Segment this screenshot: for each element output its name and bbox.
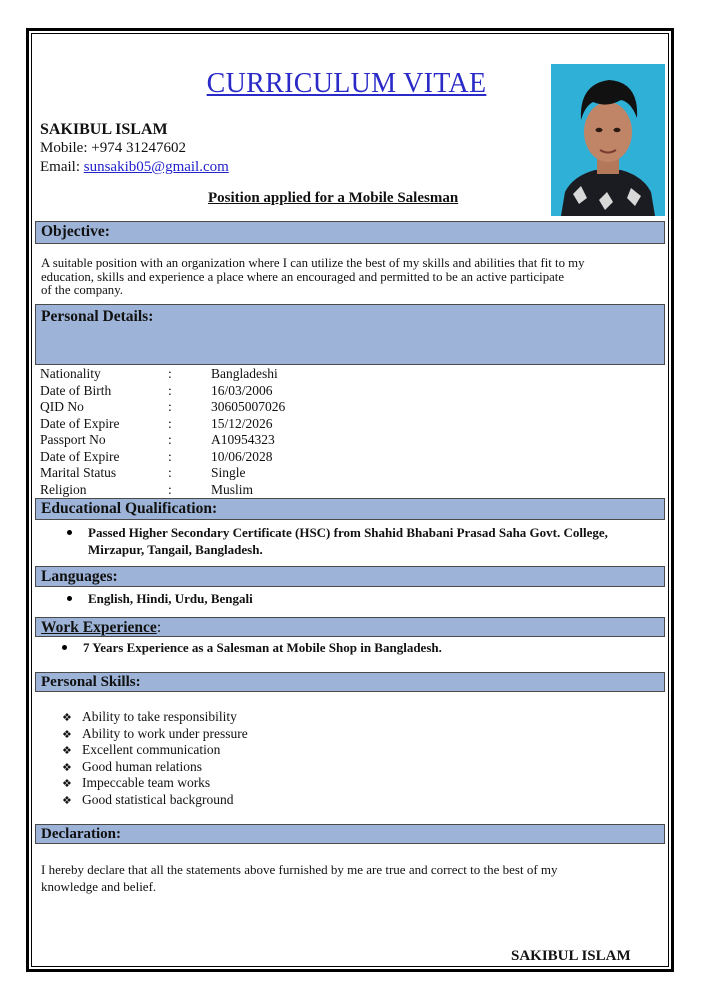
section-heading-objective: Objective: [35, 221, 665, 244]
details-label: Marital Status [40, 465, 117, 480]
skill-text: Good human relations [82, 758, 202, 774]
objective-line: A suitable position with an organization where I can utilize the best of my skills and abilities that fit to my [41, 256, 585, 270]
skill-text: Good statistical background [82, 791, 234, 807]
profile-photo [551, 64, 665, 216]
education-line: Mirzapur, Tangail, Bangladesh. [88, 542, 263, 557]
details-label: Date of Expire [40, 448, 120, 464]
details-separator: : [168, 415, 172, 431]
section-heading-personal-details: Personal Details: [35, 304, 665, 365]
details-separator: : [168, 432, 172, 447]
mobile-number: +974 31247602 [91, 140, 186, 156]
work-experience-item: 7 Years Experience as a Salesman at Mobile Shop in Bangladesh. [83, 640, 442, 655]
section-heading-declaration: Declaration: [35, 824, 665, 844]
skill-text: Impeccable team works [82, 775, 211, 790]
details-separator: : [168, 382, 172, 398]
section-heading-work-experience [35, 617, 665, 637]
languages-list: English, Hindi, Urdu, Bengali [88, 591, 253, 606]
details-separator: : [168, 366, 172, 381]
section-heading-languages: Languages: [35, 566, 665, 587]
objective-text [41, 257, 661, 298]
details-label: Passport No [40, 432, 106, 447]
diamond-bullet-icon: ❖ [62, 777, 72, 790]
declaration-line: I hereby declare that all the statements above furnished by me are true and correct to the best of my [41, 862, 558, 877]
details-separator: : [168, 465, 172, 480]
work-heading-text: Work Experience [41, 619, 157, 636]
signature-name: SAKIBUL ISLAM [511, 948, 631, 964]
details-label: Nationality [40, 366, 101, 381]
skill-item [62, 759, 202, 777]
education-line: Passed Higher Secondary Certificate (HSC) from Shahid Bhabani Prasad Saha Govt. College, [88, 525, 608, 540]
details-label: QID No [40, 399, 84, 414]
skill-item [62, 775, 210, 793]
skill-text: Ability to take responsibility [82, 709, 237, 724]
diamond-bullet-icon: ❖ [62, 727, 72, 741]
diamond-bullet-icon: ❖ [62, 711, 72, 724]
details-value: 16/03/2006 [211, 382, 273, 398]
details-separator: : [168, 481, 172, 497]
work-heading-colon: : [156, 619, 162, 636]
email-line [40, 159, 229, 176]
diamond-bullet-icon: ❖ [62, 793, 72, 807]
section-heading-education: Educational Qualification: [35, 498, 665, 520]
diamond-bullet-icon: ❖ [62, 744, 72, 757]
objective-line: of the company. [41, 283, 123, 297]
details-value: Bangladeshi [211, 366, 278, 381]
details-value: 30605007026 [211, 399, 286, 414]
details-separator: : [168, 448, 172, 464]
position-applied: Position applied for a Mobile Salesman [208, 190, 459, 206]
details-label: Religion [40, 481, 87, 497]
applicant-name: SAKIBUL ISLAM [40, 121, 168, 138]
details-value: 15/12/2026 [211, 415, 273, 431]
details-label: Date of Birth [40, 382, 112, 398]
details-value: A10954323 [211, 432, 275, 447]
email-label: Email: [40, 159, 84, 175]
skill-item [62, 726, 248, 744]
skill-item [62, 709, 237, 727]
objective-line: education, skills and experience a place where an encouraged and permitted to be an active participate [41, 269, 565, 284]
details-value: Single [211, 465, 246, 480]
portrait-image [551, 64, 665, 216]
diamond-bullet-icon: ❖ [62, 760, 72, 774]
skill-item [62, 742, 220, 760]
bullet-dot [67, 596, 72, 601]
skill-item [62, 792, 233, 810]
bullet-dot [67, 530, 72, 535]
skill-text: Excellent communication [82, 742, 221, 757]
details-value: Muslim [211, 481, 254, 497]
declaration-line: knowledge and belief. [41, 878, 157, 894]
mobile-line [40, 140, 186, 157]
details-label: Date of Expire [40, 415, 120, 431]
document-title: CURRICULUM VITAE [206, 68, 487, 99]
skill-text: Ability to work under pressure [82, 725, 248, 741]
details-separator: : [168, 399, 172, 414]
section-heading-personal-skills: Personal Skills: [35, 672, 665, 692]
bullet-dot [62, 645, 67, 650]
details-value: 10/06/2028 [211, 448, 273, 464]
email-link[interactable]: sunsakib05@gmail.com [83, 159, 229, 175]
mobile-label: Mobile: [40, 140, 92, 156]
declaration-text [41, 862, 661, 895]
